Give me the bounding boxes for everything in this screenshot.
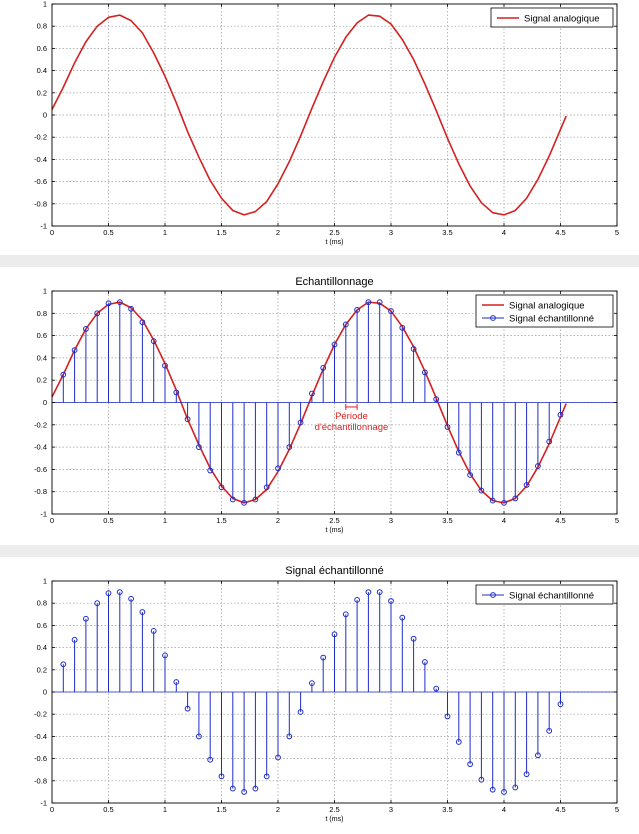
- legend: [476, 585, 613, 604]
- chart-title: Signal échantillonné: [285, 565, 384, 577]
- y-tick-label: -0.8: [34, 776, 47, 786]
- x-tick-label: 3.5: [442, 516, 453, 525]
- x-tick-label: 1.5: [216, 228, 227, 237]
- y-tick-label: 0.6: [36, 43, 47, 53]
- y-tick-label: 1: [42, 0, 47, 9]
- x-tick-label: 4.5: [555, 805, 566, 814]
- x-tick-label: 3: [388, 228, 394, 237]
- legend-entry: Signal analogique: [524, 13, 600, 25]
- x-tick-label: 5: [614, 228, 620, 237]
- annotation-line-1: Période: [335, 410, 368, 422]
- y-tick-label: 0.4: [36, 353, 47, 363]
- y-tick-label: 1: [42, 286, 47, 296]
- y-tick-label: -0.6: [34, 464, 47, 474]
- chart-title: Echantillonnage: [295, 276, 374, 288]
- x-tick-label: 0.5: [103, 805, 114, 814]
- y-tick-label: -0.6: [34, 754, 47, 764]
- y-tick-label: 0.4: [36, 643, 47, 653]
- y-tick-label: 0.2: [36, 375, 47, 385]
- y-tick-label: 0.2: [36, 665, 47, 675]
- x-tick-label: 4.5: [555, 516, 566, 525]
- y-tick-label: -1: [40, 509, 47, 519]
- y-tick-label: 0.6: [36, 331, 47, 341]
- y-tick-label: -0.6: [34, 177, 47, 187]
- x-tick-label: 4: [501, 516, 507, 525]
- x-tick-label: 2: [275, 805, 281, 814]
- y-tick-label: 0: [42, 110, 47, 120]
- y-tick-label: 0.2: [36, 88, 47, 98]
- x-tick-label: 1: [162, 805, 168, 814]
- y-tick-label: -0.8: [34, 487, 47, 497]
- x-tick-label: 1: [162, 516, 168, 525]
- legend: [476, 295, 613, 327]
- legend: [491, 8, 613, 27]
- y-tick-label: 0: [42, 398, 47, 407]
- x-tick-label: 5: [614, 516, 620, 525]
- x-tick-label: 2.5: [329, 805, 340, 814]
- x-tick-label: 4.5: [555, 228, 566, 237]
- y-tick-label: -1: [40, 798, 47, 808]
- x-axis-label: t (ms): [325, 816, 344, 823]
- y-tick-label: 0.8: [36, 598, 47, 608]
- y-tick-label: 0.4: [36, 66, 47, 76]
- y-tick-label: -1: [40, 221, 47, 231]
- x-tick-label: 2: [275, 516, 281, 525]
- y-tick-label: -0.4: [34, 154, 47, 164]
- x-tick-label: 0.5: [103, 516, 114, 525]
- x-tick-label: 2.5: [329, 516, 340, 525]
- chart-2: [34, 276, 619, 534]
- y-tick-label: -0.8: [34, 199, 47, 209]
- x-tick-label: 1.5: [216, 805, 227, 814]
- x-tick-label: 0: [49, 516, 55, 525]
- y-tick-label: 0: [42, 687, 47, 697]
- x-tick-label: 2.5: [329, 228, 340, 237]
- y-tick-label: 1: [42, 576, 47, 586]
- x-tick-label: 0: [49, 228, 55, 237]
- x-axis-label: t (ms): [325, 527, 344, 534]
- chart-3: [34, 565, 619, 823]
- legend-entry: Signal analogique: [509, 300, 585, 312]
- x-tick-label: 2: [275, 228, 281, 237]
- x-tick-label: 3.5: [442, 805, 453, 814]
- y-tick-label: -0.4: [34, 442, 47, 452]
- x-tick-label: 5: [614, 805, 620, 814]
- y-tick-label: 0.6: [36, 620, 47, 630]
- x-tick-label: 0: [49, 805, 55, 814]
- x-tick-label: 4: [501, 805, 507, 814]
- x-tick-label: 3: [388, 805, 394, 814]
- y-tick-label: 0.8: [36, 308, 47, 318]
- y-tick-label: -0.2: [34, 132, 47, 142]
- y-tick-label: -0.2: [34, 709, 47, 719]
- y-tick-label: 0.8: [36, 21, 47, 31]
- x-tick-label: 1: [162, 228, 168, 237]
- x-tick-label: 1.5: [216, 516, 227, 525]
- x-tick-label: 4: [501, 228, 507, 237]
- chart-1: [34, 0, 619, 246]
- x-tick-label: 3.5: [442, 228, 453, 237]
- y-tick-label: -0.4: [34, 731, 47, 741]
- x-tick-label: 3: [388, 516, 394, 525]
- x-tick-label: 0.5: [103, 228, 114, 237]
- annotation-line-2: d'échantillonnage: [314, 421, 389, 433]
- y-tick-label: -0.2: [34, 420, 47, 430]
- legend-entry: Signal échantillonné: [509, 313, 595, 325]
- x-axis-label: t (ms): [325, 239, 344, 246]
- legend-entry: Signal échantillonné: [509, 590, 595, 602]
